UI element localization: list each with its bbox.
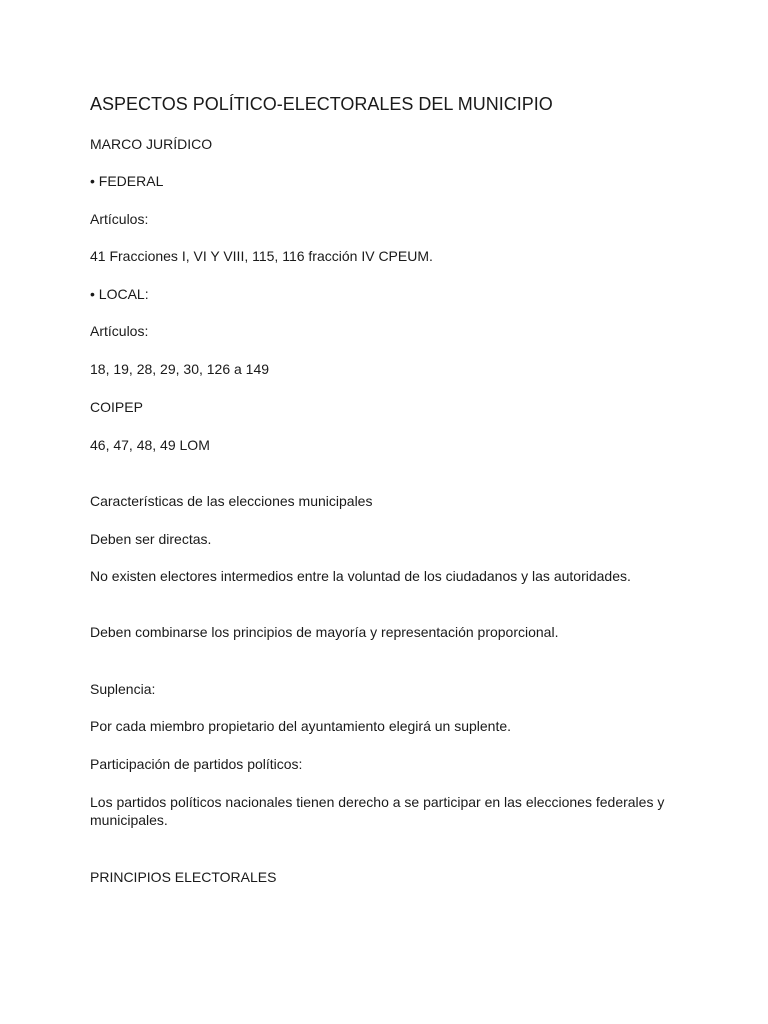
text-coipep: COIPEP	[90, 399, 143, 415]
label-articulos-local: Artículos:	[90, 323, 149, 339]
text-directas: Deben ser directas.	[90, 531, 212, 547]
text-articulos-federal: 41 Fracciones I, VI Y VIII, 115, 116 fracción IV CPEUM.	[90, 248, 433, 264]
text-no-existen: No existen electores intermedios entre la voluntad de los ciudadanos y las autoridades.	[90, 568, 631, 584]
text-lom: 46, 47, 48, 49 LOM	[90, 437, 210, 453]
text-articulos-local: 18, 19, 28, 29, 30, 126 a 149	[90, 361, 270, 377]
document-title: ASPECTOS POLÍTICO-ELECTORALES DEL MUNICIPIO	[90, 94, 553, 114]
text-combinarse: Deben combinarse los principios de mayoría y representación proporcional.	[90, 624, 559, 640]
section-heading-participacion: Participación de partidos políticos:	[90, 756, 303, 772]
section-heading-suplencia: Suplencia:	[90, 681, 156, 697]
section-heading-caracteristicas: Características de las elecciones municipales	[90, 493, 373, 509]
section-heading-marco-juridico: MARCO JURÍDICO	[90, 136, 213, 152]
list-item-local: • LOCAL:	[90, 286, 149, 302]
list-item-federal: • FEDERAL	[90, 173, 164, 189]
text-participacion: Los partidos políticos nacionales tienen derecho a se participar en las elecciones federales y municipales.	[90, 794, 665, 828]
text-suplencia: Por cada miembro propietario del ayuntamiento elegirá un suplente.	[90, 718, 512, 734]
label-articulos-federal: Artículos:	[90, 211, 149, 227]
section-heading-principios: PRINCIPIOS ELECTORALES	[90, 869, 277, 885]
